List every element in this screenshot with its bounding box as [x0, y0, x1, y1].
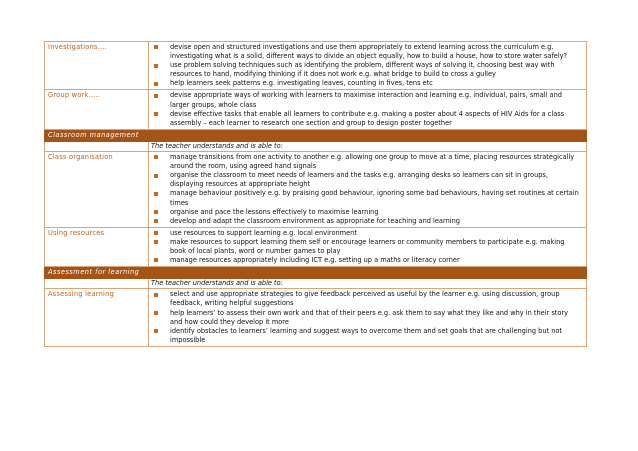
square-bullet-icon [154, 231, 158, 235]
competency-bullets [149, 227, 587, 266]
bullet-list [151, 153, 582, 226]
competency-row [45, 289, 587, 347]
intro-blank-cell [45, 279, 149, 289]
bullet-list [151, 229, 582, 265]
bullet-text: devise effective tasks that enable all learners to contribute e.g. making a poster about 4 aspects of HIV Aids for a class assembly – each learner to research one section and group to design poster together [170, 109, 565, 127]
intro-row [45, 279, 587, 289]
bullet-text: develop and adapt the classroom environment as appropriate for teaching and learning [170, 216, 460, 225]
competency-bullets [149, 289, 587, 347]
bullet-item [151, 79, 582, 88]
bullet-list [151, 91, 582, 127]
bullet-text: help learners seek patterns e.g. investigating leaves, counting in fives, tens etc [170, 79, 433, 88]
section-header: Classroom management [45, 129, 587, 141]
square-bullet-icon [154, 219, 158, 223]
bullet-item [151, 309, 582, 327]
bullet-list [151, 290, 582, 345]
bullet-text: use resources to support learning e.g. local environment [170, 228, 357, 237]
competency-table-body [45, 42, 587, 347]
competency-bullets [149, 42, 587, 90]
competency-label: Assessing learning [45, 289, 149, 347]
square-bullet-icon [154, 210, 158, 214]
square-bullet-icon [154, 64, 158, 68]
intro-blank-cell [45, 141, 149, 151]
section-header: Assessment for learning [45, 267, 587, 279]
section-header-row [45, 129, 587, 141]
square-bullet-icon [154, 82, 158, 86]
bullet-list [151, 43, 582, 88]
competency-label: Class organisation [45, 152, 149, 228]
bullet-item [151, 217, 582, 226]
square-bullet-icon [154, 112, 158, 116]
square-bullet-icon [154, 192, 158, 196]
bullet-text: make resources to support learning them self or encourage learners or community members to participate e.g. making book of local plants, word or number games to play [170, 237, 565, 255]
bullet-item [151, 208, 582, 217]
bullet-text: help learners’ to assess their own work and that of their peers e.g. ask them to say what they like and why in their story and how could they develop it more [170, 308, 569, 326]
bullet-text: select and use appropriate strategies to give feedback perceived as useful by the learner e.g. using discussion, group feedback, writing helpful suggestions [170, 290, 560, 308]
bullet-item [151, 61, 582, 79]
intro-row [45, 141, 587, 151]
square-bullet-icon [154, 45, 158, 49]
bullet-text: organise and pace the lessons effectively to maximise learning [170, 207, 379, 216]
competency-row [45, 42, 587, 90]
intro-text: The teacher understands and is able to: [149, 279, 587, 289]
bullet-item [151, 327, 582, 345]
bullet-text: manage resources appropriately including ICT e.g. setting up a maths or literacy corner [170, 256, 460, 265]
square-bullet-icon [154, 293, 158, 297]
competency-label: Group work….. [45, 90, 149, 129]
bullet-text: manage transitions from one activity to another e.g. allowing one group to move at a time, placing resources strategically around the room, using agreed hand signals [170, 153, 575, 171]
square-bullet-icon [154, 240, 158, 244]
competency-bullets [149, 90, 587, 129]
square-bullet-icon [154, 94, 158, 98]
bullet-item [151, 238, 582, 256]
square-bullet-icon [154, 174, 158, 178]
bullet-item [151, 91, 582, 109]
bullet-item [151, 229, 582, 238]
competency-bullets [149, 152, 587, 228]
bullet-text: manage behaviour positively e.g. by praising good behaviour, ignoring some bad behaviours, having set routines at certain times [170, 189, 579, 207]
bullet-text: identify obstacles to learners’ learning and suggest ways to overcome them and set goals that are challenging but not impossible [170, 326, 562, 344]
bullet-text: devise open and structured investigations and use them appropriately to extend learning across the curriculum e.g. investigating what is a solid, different ways to divide an object equally, how to build a house, how to store water safely? [170, 43, 568, 61]
square-bullet-icon [154, 311, 158, 315]
square-bullet-icon [154, 329, 158, 333]
bullet-text: organise the classroom to meet needs of learners and the tasks e.g. arranging desks so learners can sit in groups, displaying resources at appropriate height [170, 171, 548, 189]
competency-row [45, 152, 587, 228]
bullet-item [151, 171, 582, 189]
competency-label: Investigations…. [45, 42, 149, 90]
bullet-item [151, 189, 582, 207]
bullet-item [151, 110, 582, 128]
bullet-item [151, 153, 582, 171]
competency-row [45, 227, 587, 266]
competency-label: Using resources [45, 227, 149, 266]
intro-text: The teacher understands and is able to: [149, 141, 587, 151]
square-bullet-icon [154, 258, 158, 262]
bullet-text: use problem solving techniques such as identifying the problem, different ways of solving it, choosing best way with resources to hand, modifying thinking if it does not work e.g. what bridge to build to cross a gulley [170, 61, 555, 79]
bullet-item [151, 290, 582, 308]
competency-table [44, 41, 587, 347]
document-page [44, 41, 587, 347]
section-header-row [45, 267, 587, 279]
competency-row [45, 90, 587, 129]
square-bullet-icon [154, 155, 158, 159]
bullet-text: devise appropriate ways of working with learners to maximise interaction and learning e.g. individual, pairs, small and larger groups, whole class [170, 91, 562, 109]
bullet-item [151, 43, 582, 61]
bullet-item [151, 256, 582, 265]
